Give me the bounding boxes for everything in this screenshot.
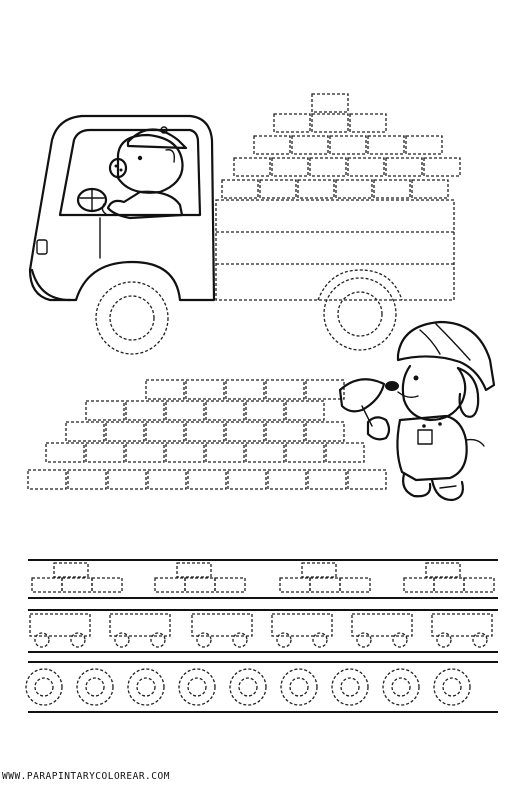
brick: [266, 380, 304, 399]
wheel-hub: [392, 678, 410, 696]
brick: [126, 443, 164, 462]
brick: [268, 470, 306, 489]
cart: [352, 614, 412, 636]
cart: [192, 614, 252, 636]
brick: [280, 578, 310, 592]
cart-wheel: [277, 633, 291, 647]
wheel-hub: [86, 678, 104, 696]
wheel-hub: [341, 678, 359, 696]
wheel-hub: [290, 678, 308, 696]
brick: [68, 470, 106, 489]
brick: [188, 470, 226, 489]
wheel-hub: [239, 678, 257, 696]
wheel: [179, 669, 215, 705]
tracing-row-guides: [28, 560, 498, 712]
cart-wheel: [151, 633, 165, 647]
pig-driver: [102, 127, 186, 218]
brick: [326, 443, 364, 462]
wheel-hub: [443, 678, 461, 696]
cart-wheel: [35, 633, 49, 647]
brick: [206, 443, 244, 462]
brick: [368, 136, 404, 154]
brick: [386, 158, 422, 176]
pig-cap: [128, 129, 186, 148]
front-wheel: [96, 282, 168, 354]
wheel: [383, 669, 419, 705]
brick: [166, 401, 204, 420]
brick: [222, 180, 258, 198]
brick: [146, 380, 184, 399]
brick: [348, 158, 384, 176]
brick: [350, 114, 386, 132]
brick: [54, 563, 88, 577]
wheel: [77, 669, 113, 705]
brick: [62, 578, 92, 592]
tracing-row-wheels: [26, 669, 470, 705]
wheel-hub: [137, 678, 155, 696]
brick: [234, 158, 270, 176]
dog-ear: [458, 368, 478, 417]
brick: [86, 443, 124, 462]
brick: [146, 422, 184, 441]
wheel-hub: [35, 678, 53, 696]
brick: [272, 158, 308, 176]
dog-helmet: [398, 322, 494, 390]
brick: [254, 136, 290, 154]
brick: [206, 401, 244, 420]
brick: [340, 578, 370, 592]
brick: [412, 180, 448, 198]
brick: [306, 380, 344, 399]
brick: [185, 578, 215, 592]
brick: [226, 380, 264, 399]
brick: [426, 563, 460, 577]
brick: [336, 180, 372, 198]
wheel: [434, 669, 470, 705]
brick: [148, 470, 186, 489]
headlight: [37, 240, 47, 254]
brick: [274, 114, 310, 132]
brick: [464, 578, 494, 592]
brick: [406, 136, 442, 154]
cart-wheel: [313, 633, 327, 647]
brick: [424, 158, 460, 176]
cart: [272, 614, 332, 636]
wheel-hub: [188, 678, 206, 696]
wheel: [26, 669, 62, 705]
brick: [186, 380, 224, 399]
brick: [404, 578, 434, 592]
brick: [66, 422, 104, 441]
cart-wheel: [233, 633, 247, 647]
truck-brick-stack: [222, 94, 460, 198]
brick: [374, 180, 410, 198]
brick: [177, 563, 211, 577]
brick: [434, 578, 464, 592]
cart-wheel: [71, 633, 85, 647]
brick: [126, 401, 164, 420]
brick: [106, 422, 144, 441]
cart: [432, 614, 492, 636]
cart: [110, 614, 170, 636]
brick: [310, 578, 340, 592]
brick: [246, 443, 284, 462]
brick: [28, 470, 66, 489]
site-watermark: WWW.PARAPINTARYCOLOREAR.COM: [2, 771, 170, 782]
brick: [286, 401, 324, 420]
brick: [312, 94, 348, 112]
brick: [228, 470, 266, 489]
brick-wall: [28, 380, 386, 489]
cart-wheel: [115, 633, 129, 647]
brick: [166, 443, 204, 462]
brick: [215, 578, 245, 592]
brick: [312, 114, 348, 132]
brick: [186, 422, 224, 441]
rear-wheel: [324, 278, 396, 350]
truck-bed: [216, 200, 454, 300]
brick: [92, 578, 122, 592]
tracing-row-carts: [30, 614, 492, 647]
cart-wheel: [393, 633, 407, 647]
tracing-row-bricks: [32, 563, 494, 592]
brick: [266, 422, 304, 441]
brick: [155, 578, 185, 592]
brick: [260, 180, 296, 198]
brick: [32, 578, 62, 592]
truck-illustration: [30, 116, 454, 354]
cart: [30, 614, 90, 636]
wheel: [332, 669, 368, 705]
cart-wheel: [473, 633, 487, 647]
cart-wheel: [437, 633, 451, 647]
wheel: [230, 669, 266, 705]
brick: [302, 563, 336, 577]
cart-wheel: [357, 633, 371, 647]
brick: [108, 470, 146, 489]
dog-builder: [340, 322, 494, 500]
brick: [308, 470, 346, 489]
wheel: [128, 669, 164, 705]
brick: [86, 401, 124, 420]
wheel: [281, 669, 317, 705]
brick: [310, 158, 346, 176]
brick: [330, 136, 366, 154]
brick: [348, 470, 386, 489]
dog-overalls: [397, 416, 466, 480]
brick: [286, 443, 324, 462]
cart-wheel: [197, 633, 211, 647]
brick: [46, 443, 84, 462]
brick: [226, 422, 264, 441]
brick: [306, 422, 344, 441]
brick: [292, 136, 328, 154]
brick: [298, 180, 334, 198]
brick: [246, 401, 284, 420]
